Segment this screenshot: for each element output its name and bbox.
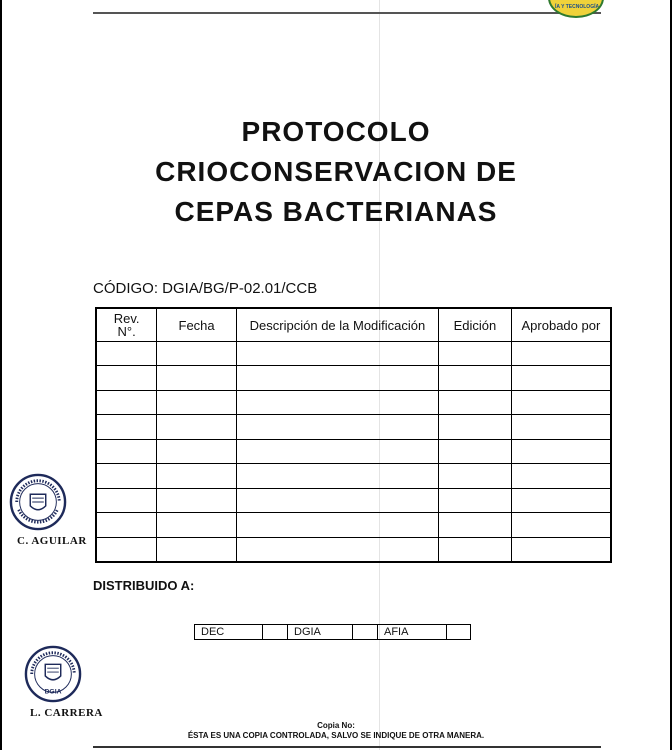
revision-cell [236,390,438,414]
seal-aguilar-name: C. AGUILAR [17,535,87,547]
header-rule [93,12,601,14]
revision-cell [157,537,237,562]
revision-cell [157,342,237,366]
revision-cell [96,488,157,512]
revision-cell [439,537,512,562]
revision-cell [96,464,157,488]
revision-cell [236,488,438,512]
revision-table [95,307,612,563]
revision-cell [511,390,611,414]
revision-cell [511,513,611,537]
revision-cell [157,439,237,463]
header-rev-no-label: Rev. N°. [113,311,140,339]
revision-cell [439,415,512,439]
revision-cell [236,342,438,366]
revision-cell [236,513,438,537]
recipient-afia-check [447,625,469,639]
seal-carrera-graphic [24,645,82,703]
revision-cell [157,390,237,414]
revision-cell [511,488,611,512]
revision-cell [439,390,512,414]
revision-cell [439,513,512,537]
revision-table-header [96,308,611,342]
revision-cell [511,537,611,562]
revision-row [96,513,611,537]
revision-cell [157,366,237,390]
revision-cell [157,513,237,537]
revision-row [96,464,611,488]
revision-cell [236,537,438,562]
header-aprobado-por: Aprobado por [511,308,611,342]
revision-cell [96,415,157,439]
distribution-label: DISTRIBUIDO A: [93,578,195,593]
title-line-3: CEPAS BACTERIANAS [174,196,498,227]
header-descripcion: Descripción de la Modificación [236,308,438,342]
revision-table-body [96,342,611,563]
distribution-box [194,624,471,640]
revision-row [96,366,611,390]
header-rev-no [96,308,157,342]
document-code: CÓDIGO: DGIA/BG/P-02.01/CCB [93,280,318,297]
revision-cell [236,366,438,390]
header-fecha: Fecha [157,308,237,342]
recipient-afia: AFIA [378,625,447,639]
revision-cell [96,390,157,414]
revision-row [96,537,611,562]
recipient-dec-check [263,625,288,639]
logo-text: ÍA Y TECNOLOGÍA [555,4,600,10]
revision-cell [96,513,157,537]
controlled-copy-notice: ÉSTA ES UNA COPIA CONTROLADA, SALVO SE INDIQUE DE OTRA MANERA. [187,731,485,740]
revision-cell [157,464,237,488]
seal-aguilar [9,473,67,531]
revision-row [96,488,611,512]
revision-cell [236,415,438,439]
revision-cell [511,342,611,366]
copy-number-label: Copia No: [317,721,355,730]
revision-row [96,415,611,439]
footer-rule [93,746,601,748]
revision-cell [96,342,157,366]
recipient-dec: DEC [195,625,263,639]
title-line-1: PROTOCOLO [241,116,431,147]
seal-carrera-sub: DGIA [44,688,62,696]
seal-carrera-name: L. CARRERA [30,707,103,719]
revision-cell [157,488,237,512]
revision-row [96,342,611,366]
page-left-border [0,0,2,750]
recipient-dgia: DGIA [288,625,353,639]
revision-cell [439,464,512,488]
revision-cell [96,537,157,562]
revision-cell [236,439,438,463]
title-line-2: CRIOCONSERVACION DE [155,156,517,187]
revision-cell [157,415,237,439]
revision-cell [236,464,438,488]
revision-cell [96,366,157,390]
header-edicion: Edición [439,308,512,342]
revision-cell [511,464,611,488]
revision-cell [96,439,157,463]
revision-cell [511,366,611,390]
revision-cell [439,488,512,512]
revision-cell [439,366,512,390]
revision-cell [511,439,611,463]
recipient-dgia-check [353,625,378,639]
revision-cell [511,415,611,439]
revision-row [96,390,611,414]
revision-row [96,439,611,463]
revision-cell [439,342,512,366]
institution-logo [548,0,604,18]
seal-carrera [24,645,82,703]
seal-aguilar-graphic [9,473,67,531]
revision-cell [439,439,512,463]
